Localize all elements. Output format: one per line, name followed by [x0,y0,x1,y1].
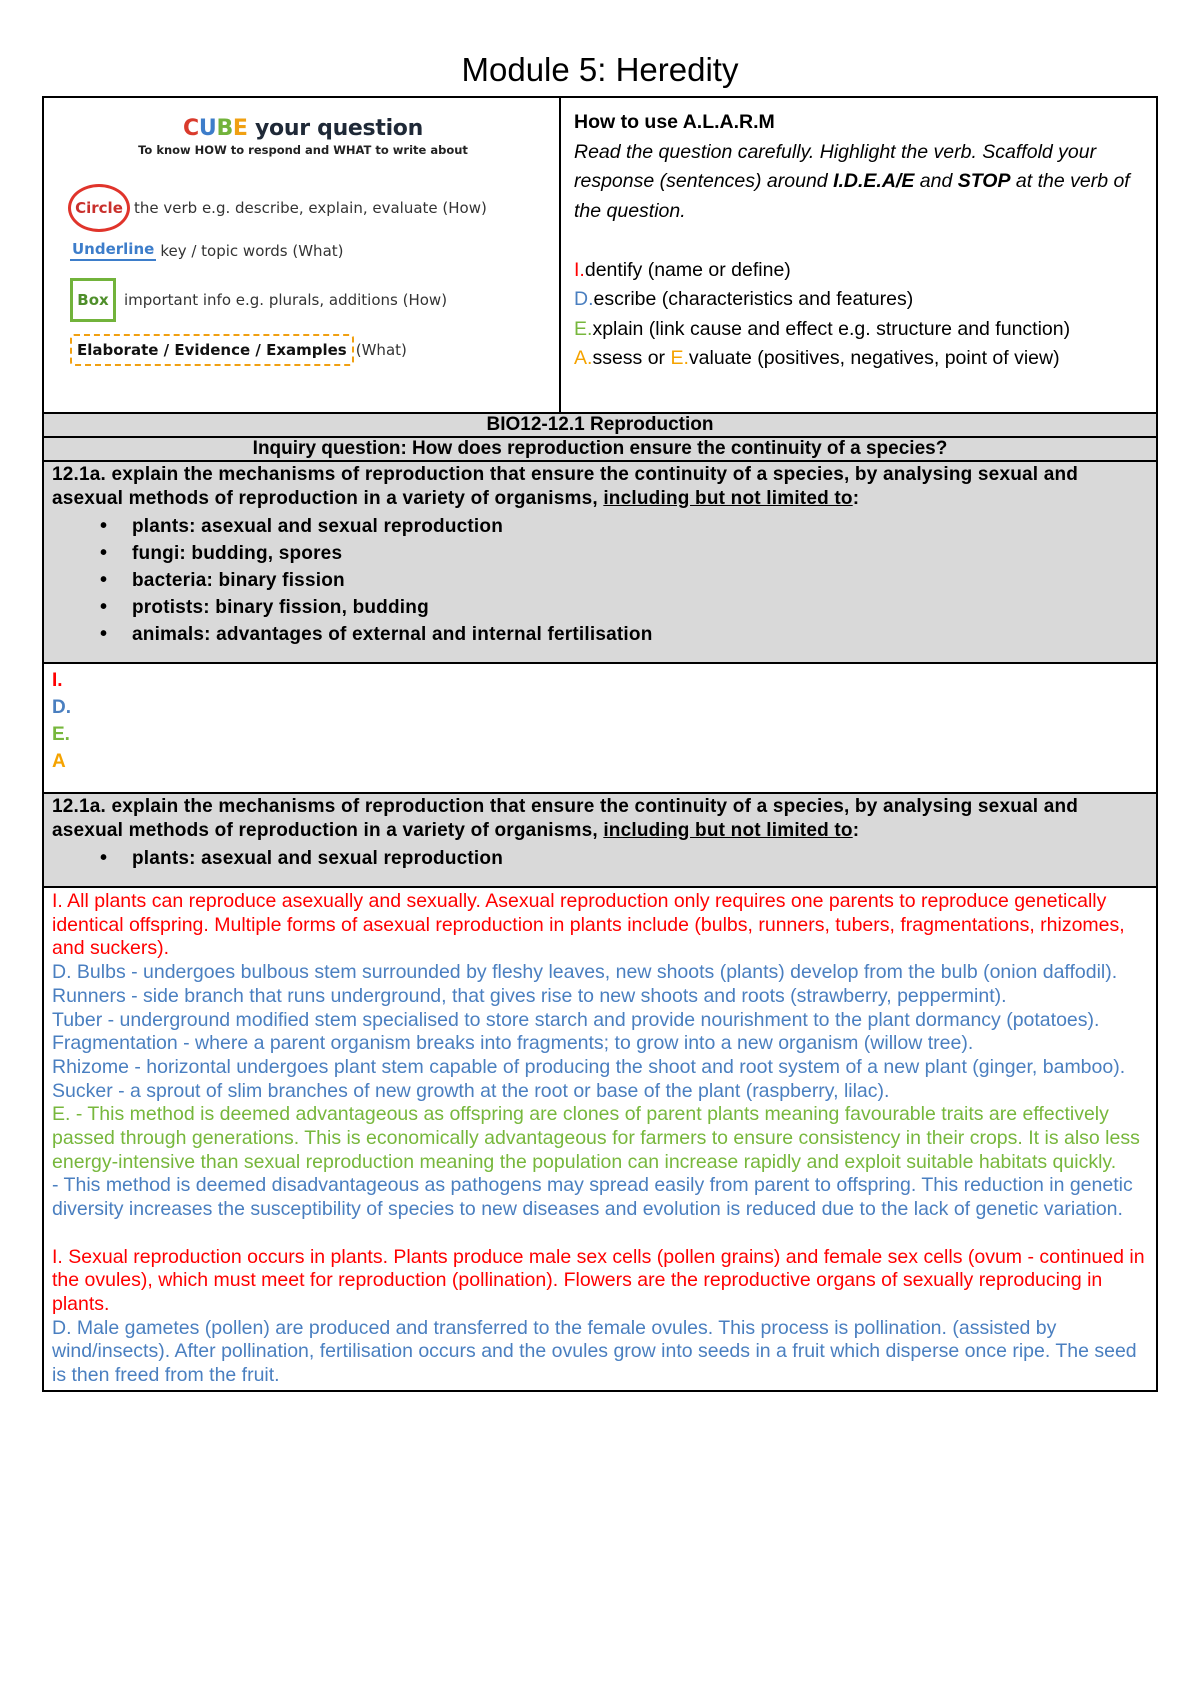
cube-panel [44,98,561,412]
answer-describe-rhizome: Rhizome - horizontal undergoes plant stem capable of producing the shoot and root system of a new plant (ginger, bamboo). [52,1055,1126,1078]
syllabus-outcome-1 [44,460,1156,662]
section-title: BIO12-12.1 Reproduction [44,412,1156,436]
alarm-item-identify: I.dentify (name or define) [574,258,791,281]
inquiry-question: Inquiry question: How does reproduction ensure the continuity of a species? [44,436,1156,460]
list-item: • fungi: budding, spores [52,540,1148,567]
page-title: Module 5: Heredity [461,51,739,88]
list-item: • bacteria: binary fission [52,567,1148,594]
outcome-1-text: 12.1a. explain the mechanisms of reproduction that ensure the continuity of a species, by analysing sexual and asexual methods of reproduction in a variety of organisms, including but not limited to: [52,464,1079,509]
idea-label-explain: E. [52,724,70,745]
alarm-item-describe: D.escribe (characteristics and features) [574,288,914,310]
cube-circle-line [68,184,487,232]
circle-icon: Circle [68,184,130,232]
answer-block [44,886,1156,1390]
cube-elaborate-line [70,334,407,366]
idea-label-identify: I. [52,670,63,691]
alarm-item-explain: E.xplain (link cause and effect e.g. structure and function) [574,317,1071,340]
circle-description: the verb e.g. describe, explain, evaluate (How) [134,199,487,217]
answer-describe-pollination: D. Male gametes (pollen) are produced and transferred to the female ovules. This process is pollination. (assisted by wind/insects). After pollination, fertilisation occurs and the ovules grow into seeds in a fruit which disperse once ripe. The seed is then freed from the fruit. [52,1316,1137,1387]
underline-description: key / topic words (What) [160,241,344,260]
dashed-box-icon: Elaborate / Evidence / Examples [70,334,354,366]
worksheet-table [42,96,1158,1392]
cube-box-line [70,278,447,322]
outcome-2-list [52,845,1148,872]
answer-describe-sucker: Sucker - a sprout of slim branches of new growth at the root or base of the plant (raspberry, lilac). [52,1079,890,1102]
list-item: • animals: advantages of external and internal fertilisation [52,621,1148,648]
syllabus-outcome-2 [44,792,1156,886]
answer-explain-advantages: E. - This method is deemed advantageous as offspring are clones of parent plants meaning favourable traits are effectively passed through generations. This is economically advantageous for farmers to ensure consistency in their crops. It is also less energy-intensive than sexual reproduction meaning the population can increase rapidly and exploit suitable habitats quickly. [52,1103,1140,1173]
idea-label-describe: D. [52,697,71,718]
alarm-heading: How to use A.L.A.R.M [574,111,775,133]
alarm-item-assess: A.ssess or E.valuate (positives, negatives, point of view) [574,347,1060,369]
outcome-2-text: 12.1a. explain the mechanisms of reproduction that ensure the continuity of a species, by analysing sexual and asexual methods of reproduction in a variety of organisms, including but not limited to: [52,796,1079,841]
idea-scaffold [44,662,1156,792]
answer-describe-fragmentation: Fragmentation - where a parent organism breaks into fragments; to grow into a new organism (willow tree). [52,1032,974,1055]
idea-label-assess: A [52,751,66,772]
outcome-1-list [52,513,1148,648]
alarm-instructions: Read the question carefully. Highlight the verb. Scaffold your response (sentences) around I.D.E.A/E and STOP at the verb of the question. [574,140,1130,222]
box-icon: Box [70,278,116,322]
answer-identify-asexual: I. All plants can reproduce asexually and sexually. Asexual reproduction only requires one parents to reproduce genetically identical offspring. Multiple forms of asexual reproduction in plants include (bulbs, runners, tubers, fragmentations, rhizomes, and suckers). [52,890,1125,960]
box-description: important info e.g. plurals, additions (How) [124,291,448,309]
list-item: • plants: asexual and sexual reproduction [52,513,1148,540]
elaborate-description: (What) [355,341,407,359]
cube-title: CUBE your question [183,116,423,141]
cube-underline-line [70,240,344,261]
underline-icon: Underline [70,240,156,261]
answer-describe-runners: Runners - side branch that runs underground, that gives rise to new shoots and roots (strawberry, peppermint). [52,984,1007,1007]
answer-describe-bulbs: D. Bulbs - undergoes bulbous stem surrounded by fleshy leaves, new shoots (plants) develop from the bulb (onion daffodil). [52,961,1118,984]
list-item: • protists: binary fission, budding [52,594,1148,621]
alarm-panel [561,98,1156,412]
answer-explain-disadvantages: - This method is deemed disadvantageous as pathogens may spread easily from parent to offspring. This reduction in genetic diversity increases the susceptibility of species to new diseases and evolution is reduced due to the lack of genetic variation. [52,1174,1133,1221]
list-item: • plants: asexual and sexual reproduction [52,845,1148,872]
header-grid [44,98,1156,412]
cube-subtitle: To know HOW to respond and WHAT to write about [138,143,468,157]
answer-identify-sexual: I. Sexual reproduction occurs in plants. Plants produce male sex cells (pollen grains) and female sex cells (ovum - continued in the ovules), which must meet for reproduction (pollination). Flowers are the reproductive organs of sexually reproducing in plants. [52,1245,1145,1315]
answer-describe-tuber: Tuber - underground modified stem specialised to store starch and provide nourishment to the plant dormancy (potatoes). [52,1008,1100,1031]
